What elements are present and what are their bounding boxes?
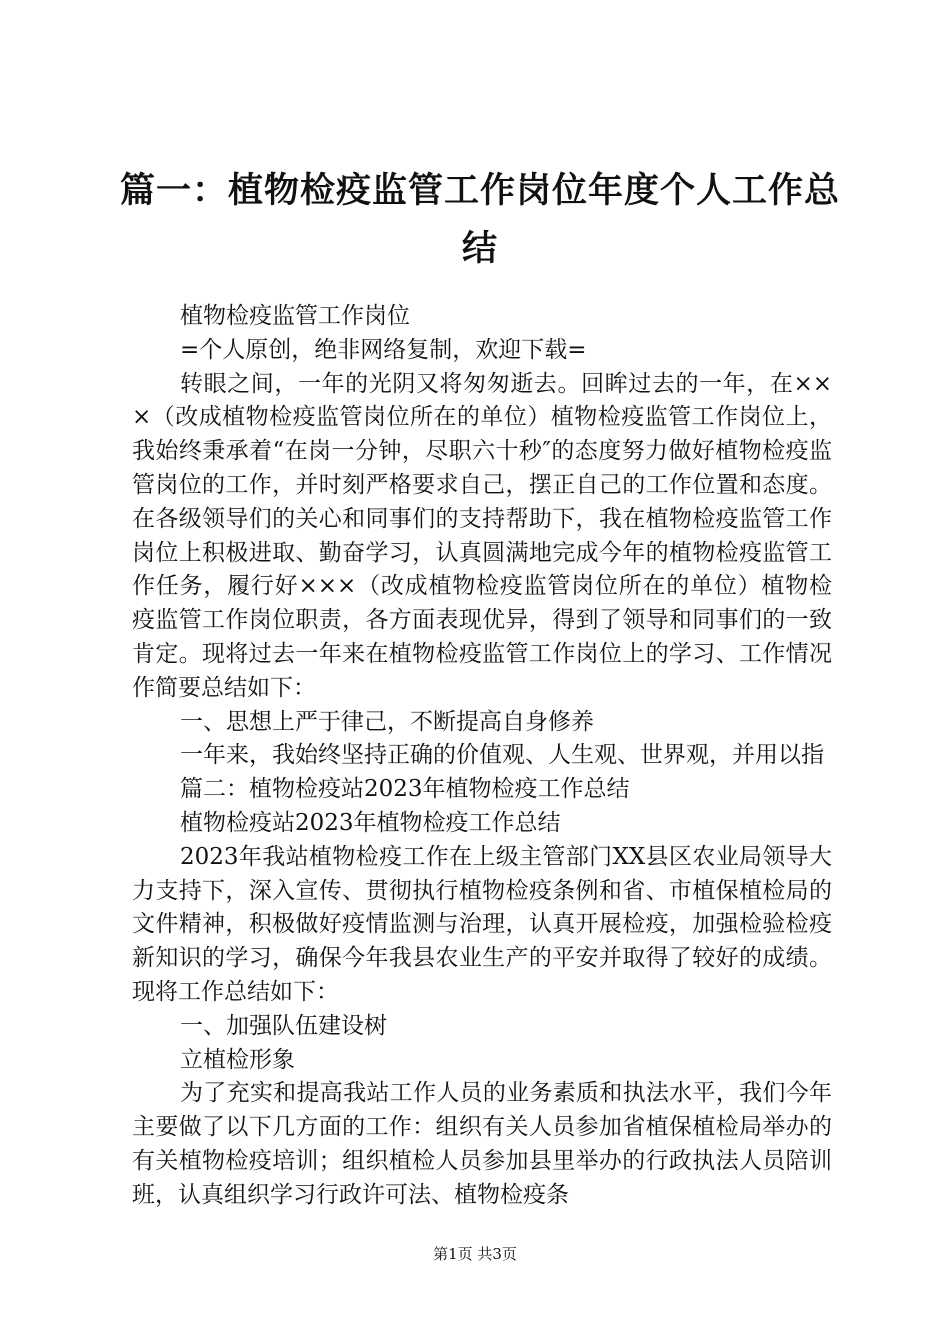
paragraph: =个人原创，绝非网络复制，欢迎下载=: [180, 336, 587, 363]
section-heading: 篇二：植物检疫站2023年植物检疫工作总结: [180, 776, 630, 803]
document-title: 篇一：植物检疫监管工作岗位年度个人工作总结: [119, 171, 840, 269]
page-number: 第1页 共3页: [433, 1245, 517, 1263]
section-heading: 一、加强队伍建设树: [180, 1012, 387, 1039]
section-heading: 一、思想上严于律己，不断提高自身修养: [180, 708, 594, 735]
paragraph: 转眼之间，一年的光阴又将匆匆逝去。回眸过去的一年，在×××（改成植物检疫监管岗位所在的单位）植物检疫监管工作岗位上，我始终秉承着“在岗一分钟，尽职六十秒″的态度努力做好植物检疫监管岗位的工作，并时刻严格要求自己，摆正自己的工作位置和态度。在各级领导们的关心和同事们的支持帮助下，我在植物检疫监管工作岗位上积极进取、勤奋学习，认真圆满地完成今年的植物检疫监管工作任务，履行好×××（改成植物检疫监管岗位所在的单位）植物检疫监管工作岗位职责，各方面表现优异，得到了领导和同事们的一致肯定。现将过去一年来在植物检疫监管工作岗位上的学习、工作情况作简要总结如下：: [132, 370, 832, 701]
paragraph: 植物检疫监管工作岗位: [180, 303, 410, 329]
paragraph: 植物检疫站2023年植物检疫工作总结: [180, 809, 561, 836]
paragraph: 为了充实和提高我站工作人员的业务素质和执法水平，我们今年主要做了以下几方面的工作：组织有关人员参加省植保植检局举办的有关植物检疫培训；组织植检人员参加县里举办的行政执法人员陪训班，认真组织学习行政许可法、植物检疫条: [132, 1080, 832, 1208]
paragraph: 2023年我站植物检疫工作在上级主管部门XX县区农业局领导大力支持下，深入宣传、贯彻执行植物检疫条例和省、市植保植检局的文件精神，积极做好疫情监测与治理，认真开展检疫，加强检验检疫新知识的学习，确保今年我县农业生产的平安并取得了较好的成绩。现将工作总结如下：: [132, 843, 832, 1005]
paragraph: 一年来，我始终坚持正确的价值观、人生观、世界观，并用以指: [180, 742, 824, 769]
document-body: [132, 300, 832, 1213]
section-heading: 立植检形象: [180, 1046, 295, 1073]
